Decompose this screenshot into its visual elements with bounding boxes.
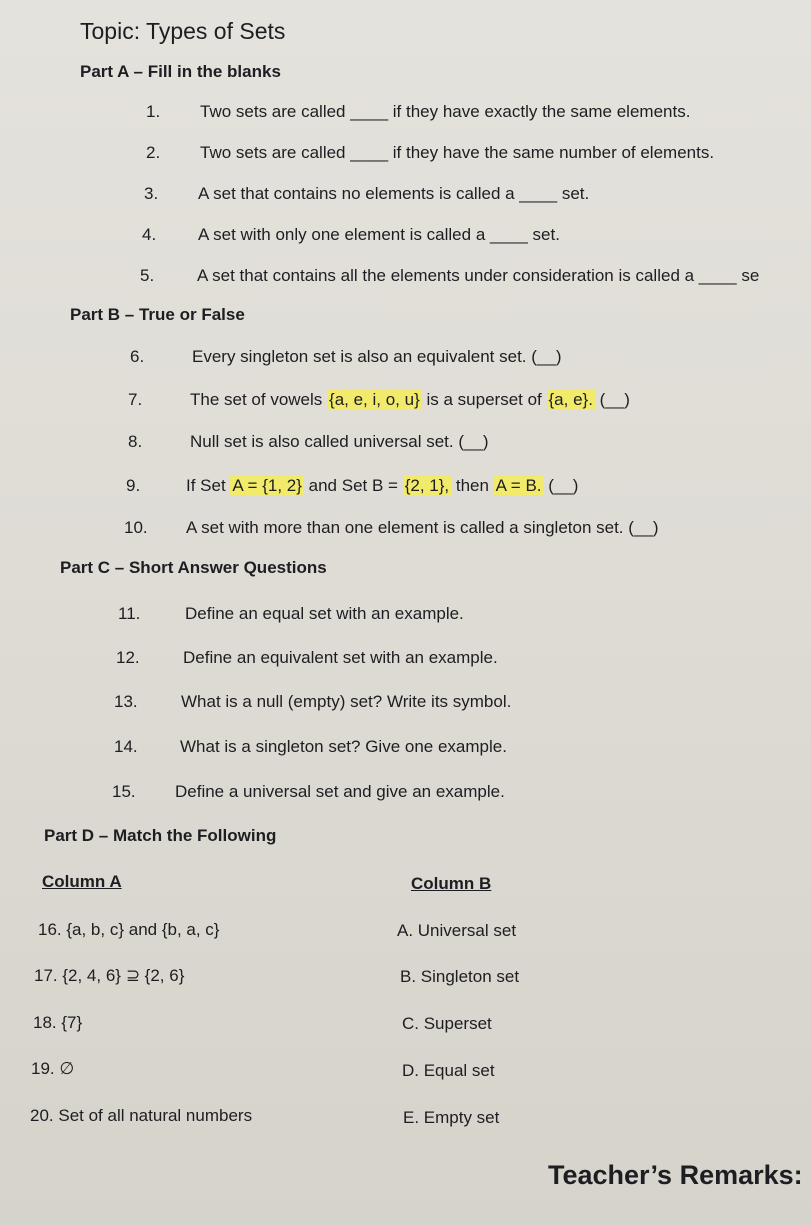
question-text: What is a singleton set? Give one example. (180, 737, 507, 756)
match-right-b: B. Singleton set (400, 967, 520, 986)
highlighted-set: {a, e}. (548, 390, 593, 409)
part-c-heading: Part C – Short Answer Questions (60, 558, 327, 577)
question-number: 15. (112, 782, 136, 801)
column-b-header: Column B (411, 874, 492, 893)
highlighted-set: A = B. (495, 476, 542, 495)
match-right-d: D. Equal set (402, 1061, 495, 1080)
question-text: Define an equal set with an example. (185, 604, 464, 623)
column-a-header: Column A (42, 872, 122, 891)
question-text: Two sets are called ____ if they have the same number of elements. (200, 143, 715, 162)
question-text: Every singleton set is also an equivalent set. (__) (192, 347, 562, 366)
teacher-remarks-heading: Teacher’s Remarks: (548, 1160, 803, 1190)
part-d-heading: Part D – Match the Following (44, 826, 277, 845)
question-number: 1. (146, 102, 161, 121)
question-text: then (451, 476, 494, 495)
question-number: 7. (128, 390, 143, 409)
question-text: is a superset of (421, 390, 547, 409)
page-title: Topic: Types of Sets (80, 18, 286, 44)
question-number: 3. (144, 184, 159, 203)
question-text: and Set B = (303, 476, 403, 495)
question-text: The set of vowels (190, 390, 328, 409)
answer-blank: (__) (543, 476, 579, 495)
question-4 (142, 225, 560, 245)
question-1 (146, 102, 690, 122)
match-right-c: C. Superset (402, 1014, 492, 1033)
question-number: 8. (128, 432, 143, 451)
match-left-20: 20. Set of all natural numbers (30, 1106, 253, 1125)
question-text: Null set is also called universal set. (__) (190, 432, 489, 451)
question-text: A set that contains all the elements under consideration is called a ____ se (197, 266, 760, 285)
part-a-heading: Part A – Fill in the blanks (80, 62, 281, 81)
question-number: 5. (140, 266, 155, 285)
question-number: 2. (146, 143, 161, 162)
question-text: A set that contains no elements is called a ____ set. (198, 184, 590, 203)
question-number: 14. (114, 737, 138, 756)
answer-blank: (__) (594, 390, 630, 409)
question-5 (140, 266, 759, 286)
question-15 (112, 782, 505, 802)
question-text: Define a universal set and give an example. (175, 782, 505, 801)
question-10 (124, 518, 658, 538)
question-9 (126, 476, 578, 496)
question-number: 9. (126, 476, 141, 495)
question-text: Define an equivalent set with an example. (183, 648, 498, 667)
match-right-a: A. Universal set (397, 921, 517, 940)
highlighted-set: {2, 1}, (404, 476, 450, 495)
question-number: 13. (114, 692, 138, 711)
question-6 (130, 347, 561, 367)
question-7 (128, 390, 630, 410)
part-b-heading: Part B – True or False (70, 305, 245, 324)
question-13 (114, 692, 511, 712)
question-text: What is a null (empty) set? Write its symbol. (181, 692, 512, 711)
question-text: A set with only one element is called a ____ set. (198, 225, 560, 244)
question-2 (146, 143, 714, 163)
match-left-16: 16. {a, b, c} and {b, a, c} (38, 920, 220, 939)
highlighted-set: {a, e, i, o, u} (329, 390, 420, 409)
match-left-19: 19. ∅ (31, 1059, 75, 1078)
match-right-e: E. Empty set (403, 1108, 500, 1127)
question-12 (116, 648, 498, 668)
question-number: 10. (124, 518, 148, 537)
match-left-17: 17. {2, 4, 6} ⊇ {2, 6} (34, 966, 185, 985)
question-8 (128, 432, 489, 452)
question-number: 12. (116, 648, 140, 667)
question-11 (118, 604, 464, 624)
question-text: A set with more than one element is called a singleton set. (__) (186, 518, 659, 537)
question-number: 6. (130, 347, 145, 366)
question-text: Two sets are called ____ if they have exactly the same elements. (200, 102, 691, 121)
question-number: 4. (142, 225, 157, 244)
question-number: 11. (118, 604, 141, 623)
question-3 (144, 184, 589, 204)
match-left-18: 18. {7} (33, 1013, 83, 1032)
highlighted-set: A = {1, 2} (232, 476, 302, 495)
question-text: If Set (186, 476, 231, 495)
question-14 (114, 737, 507, 757)
